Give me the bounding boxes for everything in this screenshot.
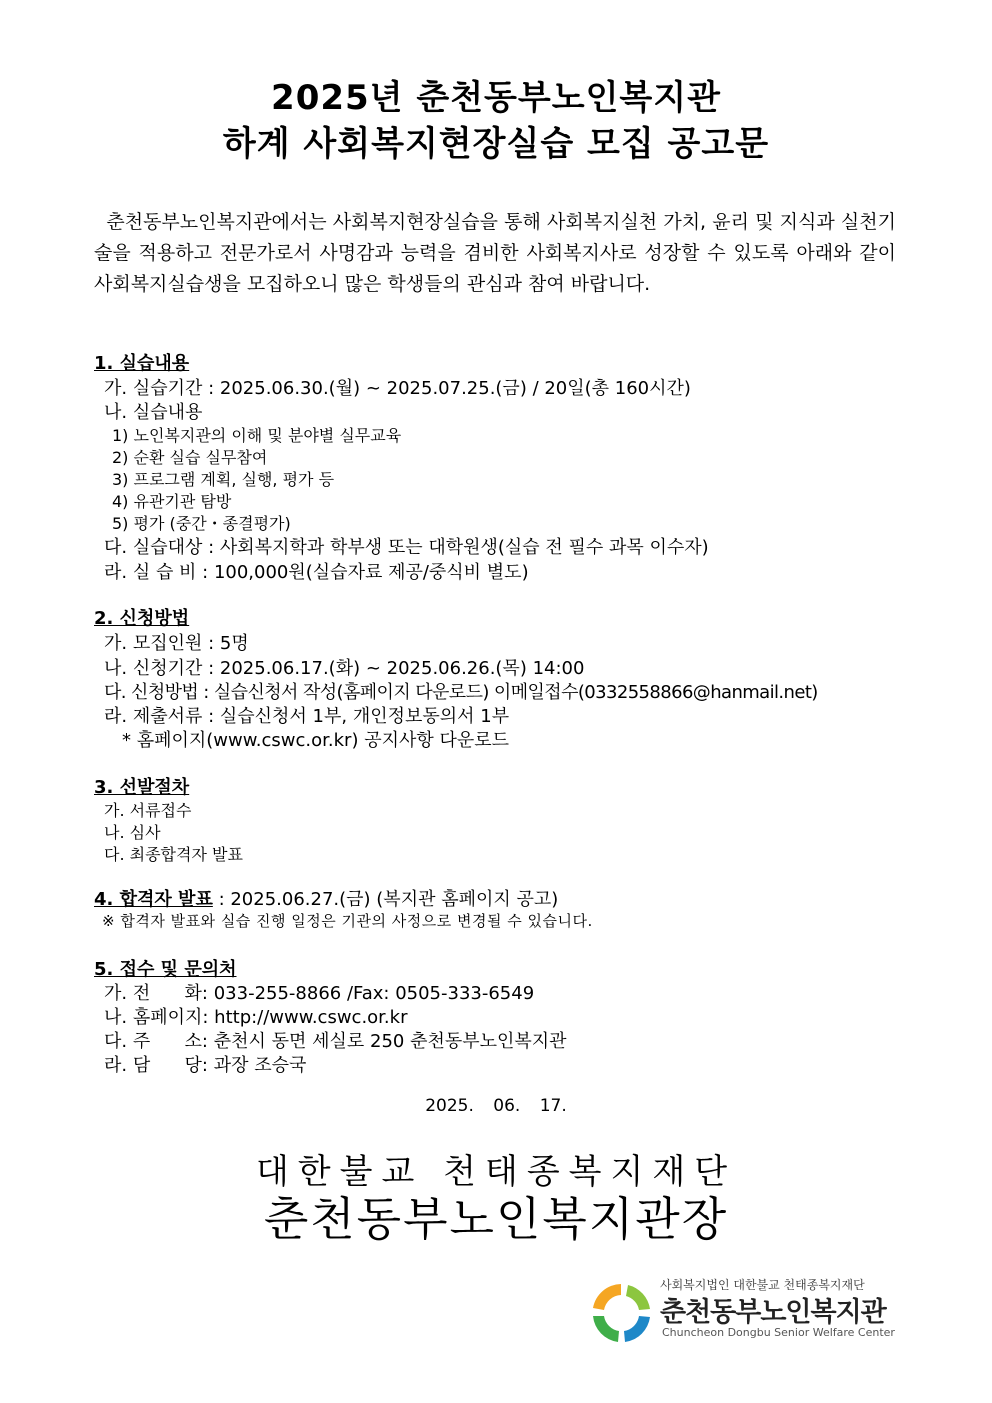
apply-period: 나. 신청기간 : 2025.06.17.(화) ~ 2025.06.26.(목) 14:00: [104, 658, 585, 679]
apply-method: 다. 신청방법 : 실습신청서 작성(홈페이지 다운로드) 이메일접수(0332558866@hanmail.net): [104, 682, 818, 703]
section-4-row: [94, 885, 558, 911]
content-item: 1) 노인복지관의 이해 및 분야별 실무교육: [112, 426, 402, 445]
section-3-heading: 3. 선발절차: [94, 777, 190, 798]
contact-address: 다. 주 소: 춘천시 동면 세실로 250 춘천동부노인복지관: [104, 1031, 567, 1052]
logo-arc-blue: [624, 1316, 650, 1342]
logo-arc-green: [593, 1316, 619, 1342]
logo-center-name: 춘천동부노인복지관: [660, 1297, 886, 1328]
section-2-heading: 2. 신청방법: [94, 608, 190, 629]
logo-foundation-text: 사회복지법인 대한불교 천태종복지재단: [660, 1278, 865, 1292]
welfare-center-logo: [588, 1276, 908, 1346]
practice-content-label: 나. 실습내용: [104, 402, 203, 423]
intro-text: 춘천동부노인복지관에서는 사회복지현장실습을 통해 사회복지실천 가치, 윤리 및 지식과 실천기술을 적용하고 전문가로서 사명감과 능력을 겸비한 사회복지사로 성장할 수 있도록 아래와 같이 사회복지실습생을 모집하오니 많은 학생들의 관심과 참여 바랍니다.: [94, 211, 896, 295]
practice-period: 가. 실습기간 : 2025.06.30.(월) ~ 2025.07.25.(금) / 20일(총 160시간): [104, 378, 691, 399]
submit-documents: 라. 제출서류 : 실습신청서 1부, 개인정보동의서 1부: [104, 706, 510, 727]
contact-homepage: 나. 홈페이지: http://www.cswc.or.kr: [104, 1007, 408, 1028]
notice-date: 2025. 06. 17.: [425, 1096, 567, 1116]
recruit-count: 가. 모집인원 : 5명: [104, 633, 249, 654]
title-line-2: 하계 사회복지현장실습 모집 공고문: [222, 124, 770, 164]
content-item: 4) 유관기관 탐방: [112, 492, 232, 511]
change-notice: ※ 합격자 발표와 실습 진행 일정은 기관의 사정으로 변경될 수 있습니다.: [102, 912, 593, 930]
practice-target: 다. 실습대상 : 사회복지학과 학부생 또는 대학원생(실습 전 필수 과목 이수자): [104, 537, 709, 558]
title-line-1: 2025년 춘천동부노인복지관: [271, 78, 721, 118]
section-5-heading: 5. 접수 및 문의처: [94, 959, 237, 980]
logo-circle-icon: [588, 1280, 654, 1346]
practice-fee: 라. 실 습 비 : 100,000원(실습자료 제공/중식비 별도): [104, 562, 529, 583]
contact-manager: 라. 담 당: 과장 조승국: [104, 1055, 307, 1076]
content-item: 2) 순환 실습 실무참여: [112, 448, 268, 467]
intro-paragraph: [94, 207, 896, 300]
section-1-heading: 1. 실습내용: [94, 353, 190, 374]
announcement-date: : 2025.06.27.(금) (복지관 홈페이지 공고): [212, 889, 559, 910]
logo-english-name: Chuncheon Dongbu Senior Welfare Center: [662, 1326, 895, 1339]
contact-phone: 가. 전 화: 033-255-8866 /Fax: 0505-333-6549: [104, 983, 535, 1004]
download-note: * 홈페이지(www.cswc.or.kr) 공지사항 다운로드: [122, 730, 510, 751]
content-item: 3) 프로그램 계획, 실행, 평가 등: [112, 470, 335, 489]
content-item: 5) 평가 (중간・종결평가): [112, 514, 291, 533]
section-4-heading: 4. 합격자 발표: [94, 889, 213, 910]
selection-step: 나. 심사: [104, 823, 161, 842]
director-title: 춘천동부노인복지관장: [263, 1192, 729, 1246]
logo-arc-lime: [626, 1285, 650, 1310]
logo-arc-orange: [593, 1284, 621, 1310]
selection-step: 가. 서류접수: [104, 801, 192, 820]
foundation-name: 대한불교 천태종복지재단: [255, 1152, 737, 1192]
selection-step: 다. 최종합격자 발표: [104, 845, 243, 864]
